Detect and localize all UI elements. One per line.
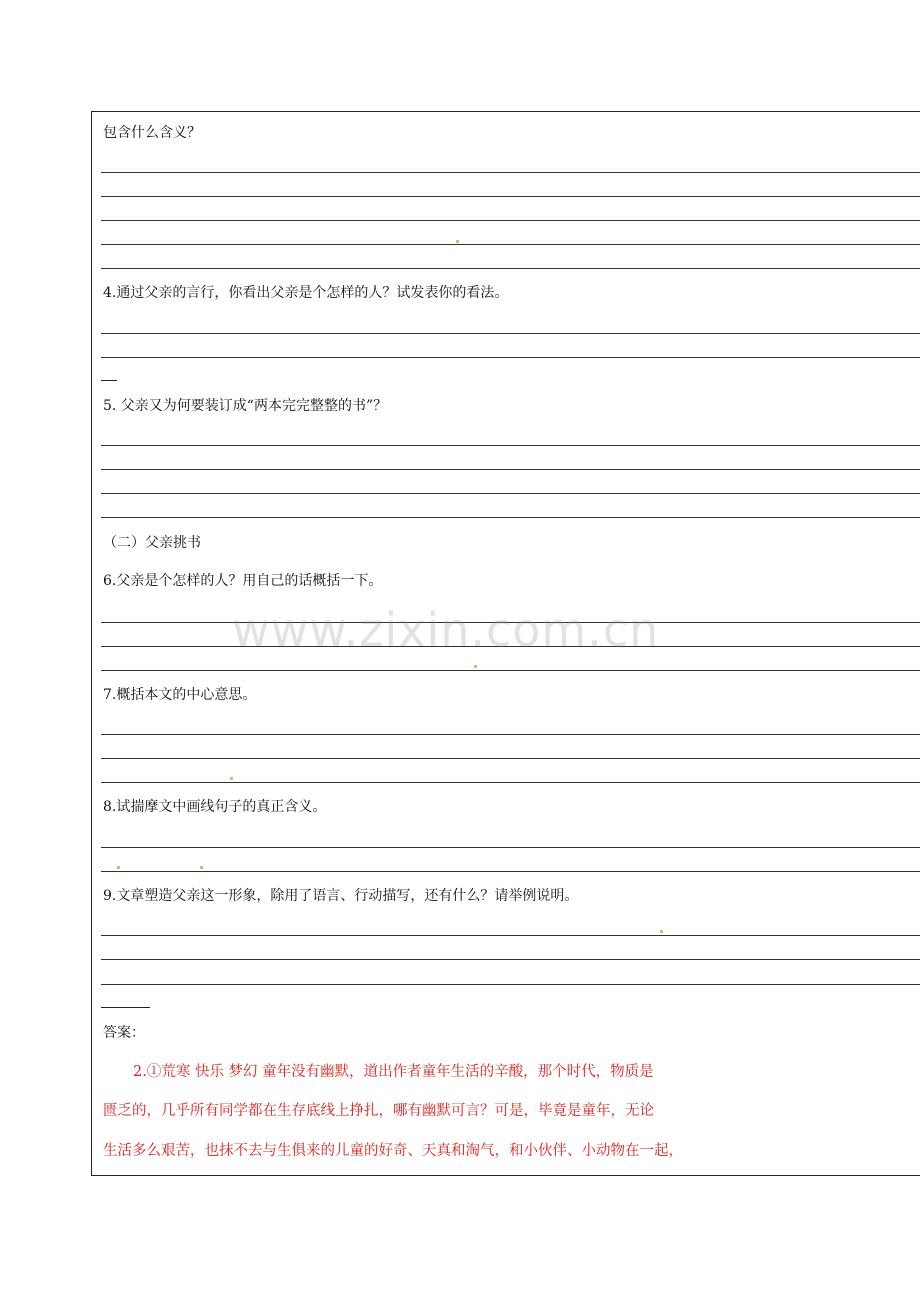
- answer-line: [101, 758, 920, 759]
- answer-line: [101, 220, 920, 221]
- question-6: 6.父亲是个怎样的人？用自己的话概括一下。: [103, 573, 383, 589]
- answer-line: [101, 782, 920, 783]
- answer-line: [101, 734, 920, 735]
- answer-text-line: 匮乏的，几乎所有同学都在生存底线上挣扎，哪有幽默可言？可是，毕竟是童年，无论: [103, 1103, 654, 1119]
- answer-line: [101, 871, 920, 872]
- answer-line: [101, 445, 920, 446]
- answer-line: [101, 357, 920, 358]
- answer-line: [101, 196, 920, 197]
- answer-line: [101, 935, 920, 936]
- question-9: 9.文章塑造父亲这一形象，除用了语言、行动描写，还有什么？请举例说明。: [103, 888, 579, 904]
- answer-line: [101, 959, 920, 960]
- answer-line-stub: [101, 380, 117, 381]
- speck: [660, 930, 663, 933]
- question-3-tail: 包含什么含义？: [103, 125, 201, 141]
- answer-line: [101, 847, 920, 848]
- question-4: 4.通过父亲的言行，你看出父亲是个怎样的人？试发表你的看法。: [103, 285, 509, 301]
- answer-line: [101, 984, 920, 985]
- answer-line: [101, 493, 920, 494]
- answer-text-line: 生活多么艰苦，也抹不去与生俱来的儿童的好奇、天真和淘气，和小伙伴、小动物在一起，: [103, 1143, 683, 1159]
- answer-line: [101, 333, 920, 334]
- speck: [200, 866, 203, 869]
- question-8: 8.试揣摩文中画线句子的真正含义。: [103, 799, 327, 815]
- answer-line: [101, 670, 920, 671]
- answer-line: [101, 268, 920, 269]
- watermark: www.zixin.com.cn: [232, 603, 660, 657]
- answer-line-stub: [101, 1007, 150, 1008]
- speck: [474, 665, 477, 668]
- answer-line: [101, 244, 920, 245]
- speck: [456, 240, 459, 243]
- answer-label: 答案：: [103, 1025, 145, 1041]
- section-heading: （二）父亲挑书: [103, 535, 201, 551]
- answer-line: [101, 172, 920, 173]
- answer-text-line: 2.①荒寒 快乐 梦幻 童年没有幽默，道出作者童年生活的辛酸，那个时代，物质是: [133, 1064, 654, 1080]
- question-5: 5. 父亲又为何要装订成“两本完完整整的书”？: [103, 398, 388, 414]
- speck: [117, 866, 120, 869]
- speck: [230, 777, 233, 780]
- answer-line: [101, 469, 920, 470]
- answer-line: [101, 517, 920, 518]
- question-7: 7.概括本文的中心意思。: [103, 687, 257, 703]
